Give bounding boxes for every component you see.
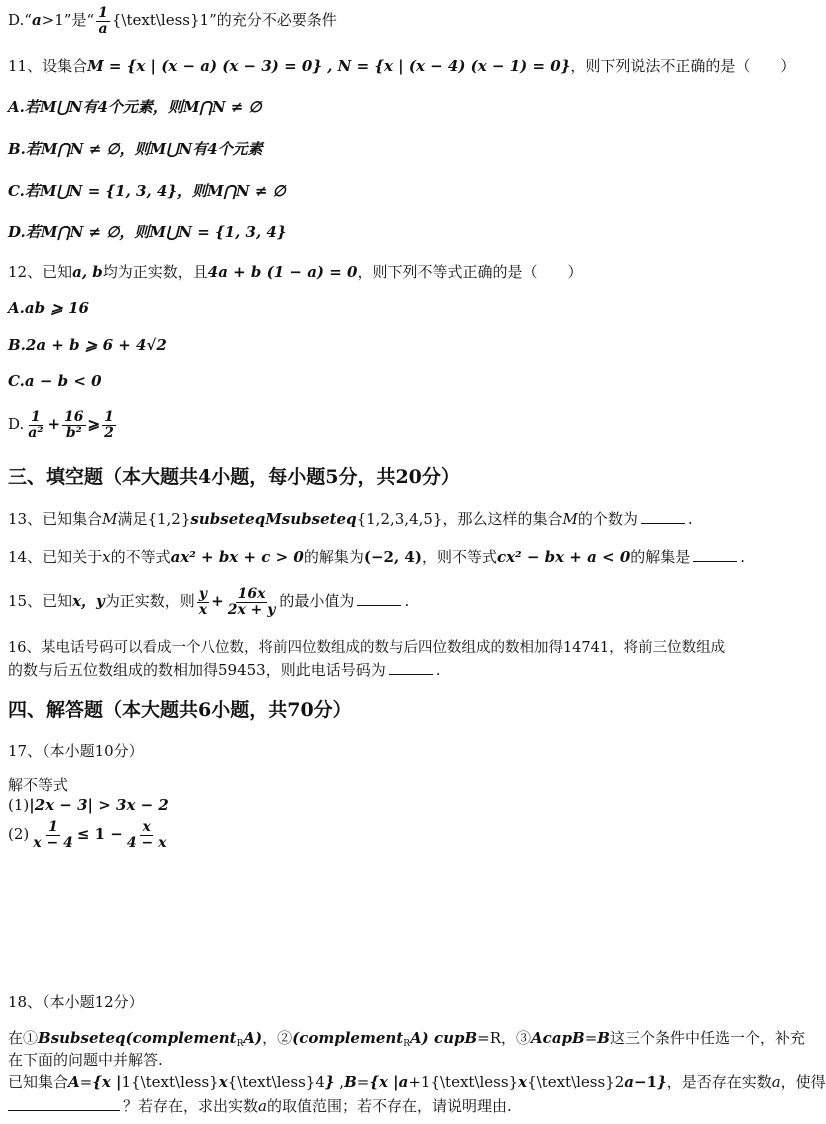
q12-equation: 4a + b (1 − a) = 0 <box>207 263 358 281</box>
q15-plus: + <box>211 592 224 610</box>
q11-sets: M = {x | (x − a) (x − 3) = 0} , N = {x | (x − 4) (x − 1) = 0} <box>87 57 571 75</box>
q18-set-a-x: x <box>218 1073 228 1091</box>
q18-set-b: B <box>344 1073 357 1091</box>
q12-d-plus: + <box>47 415 61 433</box>
q18-l1-sep: ，② <box>262 1029 293 1047</box>
q18-set-b-upper: {\text\less}2 <box>527 1073 625 1091</box>
q14-text3: ，则不等式 <box>421 548 497 566</box>
q18-l3-text2: ，是否存在实数 <box>666 1073 772 1091</box>
q11-option-a: A.若M⋃N有4个元素，则M⋂N ≠ ∅ <box>8 98 262 116</box>
q16-text: 的数与后五位数组成的数相加得59453，则此电话号码为 <box>8 661 386 679</box>
q15-prefix: 15、已知 <box>8 592 73 610</box>
q13-text: 满足{1,2} <box>117 510 191 528</box>
q15 <box>8 583 409 619</box>
q17-p1-label: (1) <box>8 796 30 814</box>
q15-text: 为正实数，则 <box>104 592 195 610</box>
q13-var-m: M <box>102 510 118 528</box>
q10-d-var: a <box>31 11 42 30</box>
q18-cond2: A) cupB <box>410 1029 478 1047</box>
q10-d-text: D.“ <box>8 11 32 30</box>
q18-var-a: a <box>771 1073 781 1091</box>
q14-answer-blank[interactable] <box>693 547 737 562</box>
q18-cond3: AcapB <box>531 1029 585 1047</box>
q17-p2-frac1: $\frac{1}{x - 4}$ <box>33 818 73 851</box>
q15-period: . <box>404 592 410 610</box>
q18-set-a-lower: 1{\text\less} <box>121 1073 219 1091</box>
q12-stem <box>8 262 582 282</box>
section4-title: 四、解答题（本大题共6小题，共70分） <box>8 699 352 721</box>
q16-answer-blank[interactable] <box>389 660 433 675</box>
q14-ineq2: cx² − bx + a < 0 <box>496 548 631 566</box>
q18-complement2: (complement <box>292 1029 404 1047</box>
q18-set-b-open: {x |a <box>369 1073 409 1091</box>
q13-text3: 的个数为 <box>577 510 638 528</box>
q12-vars: a, b <box>72 263 103 281</box>
q18-set-a: A <box>68 1073 80 1091</box>
q17-p2-mid: ≤ 1 − <box>76 825 123 843</box>
q13-text2: {1,2,3,4,5}，那么这样的集合 <box>356 510 563 528</box>
q18-comma: , <box>334 1073 345 1091</box>
q17-header: 17、（本小题10分） <box>8 742 144 760</box>
q14-text4: 的解集是 <box>630 548 691 566</box>
q15-frac2: $\frac{16x}{2x + y}$ <box>227 585 276 618</box>
q16-line1: 16、某电话号码可以看成一个八位数，将前四位数组成的数与后四位数组成的数相加得14741，将前三位数组成 <box>8 640 726 656</box>
q12-option-c: C.a − b < 0 <box>8 372 102 390</box>
q18-cond1: Bsubseteq <box>38 1029 126 1047</box>
q18-l4-text: ？若存在，求出实数 <box>123 1097 259 1115</box>
q12-d-frac2: $\frac{16}{\text{b²}}$ <box>64 408 84 441</box>
q18-header: 18、（本小题12分） <box>8 993 144 1011</box>
q12-stem-mid: 均为正实数，且 <box>102 263 208 281</box>
q15-frac1: $\frac{y}{x}$ <box>198 585 208 618</box>
q17-p1-ineq: |2x − 3| > 3x − 2 <box>29 796 169 814</box>
q11-option-d: D.若M⋂N ≠ ∅，则M⋃N = {1, 3, 4} <box>8 223 287 241</box>
q14-var-x: x <box>102 548 111 566</box>
q13-var-m2: M <box>562 510 578 528</box>
section3-title: 三、填空题（本大题共4小题，每小题5分，共20分） <box>8 466 460 488</box>
q18-set-a-upper: {\text\less}4 <box>227 1073 325 1091</box>
q13-answer-blank[interactable] <box>641 509 685 524</box>
q18-sub-r2: R <box>403 1039 410 1049</box>
q14-prefix: 14、已知关于 <box>8 548 103 566</box>
q12-d-frac3: $\frac{1}{2}$ <box>104 408 114 441</box>
q18-line4 <box>8 1096 512 1116</box>
q14 <box>8 547 745 567</box>
q17-p2-frac2: $\frac{x}{4 - x}$ <box>126 818 167 851</box>
q18-line3 <box>8 1072 826 1092</box>
q12-d-label: D. <box>8 415 25 433</box>
q18-eq2: = <box>79 1073 93 1091</box>
q17-part1 <box>8 795 169 815</box>
q12-option-a: A.ab ⩾ 16 <box>8 299 89 317</box>
q12-d-ge: ⩾ <box>87 415 101 433</box>
q18-l4-text2: 的取值范围；若不存在，请说明理由. <box>266 1097 512 1115</box>
q18-eq3: = <box>356 1073 370 1091</box>
q12-stem-prefix: 12、已知 <box>8 263 73 281</box>
q14-interval: (−2, 4) <box>363 548 422 566</box>
q18-var-a2: a <box>258 1097 267 1115</box>
q12-d-frac1: $\frac{1}{\text{a²}}$ <box>28 408 44 441</box>
q14-text2: 的解集为 <box>303 548 364 566</box>
q18-set-a-close: } <box>324 1073 335 1091</box>
q11-stem-prefix: 11、设集合 <box>8 57 88 75</box>
q18-l1-text2: =R，③ <box>477 1029 532 1047</box>
q11-option-c: C.若M⋃N = {1, 3, 4}，则M⋂N ≠ ∅ <box>8 182 286 200</box>
q15-vars: x，y <box>72 592 105 610</box>
q13-subseteq: subseteqMsubseteq <box>190 510 357 528</box>
q18-set-b-lower: +1{\text\less} <box>408 1073 519 1091</box>
q18-set-a-open: {x | <box>92 1073 122 1091</box>
q18-var-b: B <box>597 1029 610 1047</box>
q15-answer-blank[interactable] <box>357 591 401 606</box>
q11-stem <box>8 56 795 76</box>
q18-line2: 在下面的问题中并解答. <box>8 1051 163 1069</box>
q18-set-b-close: } <box>657 1073 667 1091</box>
q10-d-text2: >1”是“ <box>41 11 95 30</box>
q12-option-b: B.2a + b ⩾ 6 + 4√2 <box>8 336 167 354</box>
q14-text: 的不等式 <box>110 548 171 566</box>
q18-l3-text: 已知集合 <box>8 1073 69 1091</box>
q13-prefix: 13、已知集合 <box>8 510 103 528</box>
q10-d-text3: {\text\less}1”的充分不必要条件 <box>111 11 337 30</box>
q17-p2-label: (2) <box>8 825 30 843</box>
q16-line2 <box>8 660 441 680</box>
q18-complement: (complement <box>125 1029 237 1047</box>
q17-part2 <box>8 815 170 853</box>
q11-option-b: B.若M⋂N ≠ ∅，则M⋃N有4个元素 <box>8 140 263 158</box>
q15-text2: 的最小值为 <box>279 592 355 610</box>
q17-intro: 解不等式 <box>8 776 69 794</box>
q13 <box>8 509 693 529</box>
q18-l1-text3: 这三个条件中任选一个，补充 <box>609 1029 805 1047</box>
q16-period: . <box>435 661 441 679</box>
q18-l1-text: 在① <box>8 1029 39 1047</box>
q10-d-fraction: $\frac{1}{a}$ <box>98 5 108 37</box>
q12-option-d <box>8 406 118 442</box>
q10-option-d <box>8 6 337 36</box>
q18-sub-r: R <box>236 1039 244 1049</box>
q18-condition-blank[interactable] <box>8 1096 120 1111</box>
q18-a-paren: A) <box>243 1029 263 1047</box>
q14-period: . <box>740 548 746 566</box>
q18-eq: = <box>584 1029 598 1047</box>
q18-set-b-a: a <box>624 1073 635 1091</box>
q11-stem-suffix: ，则下列说法不正确的是（ ） <box>570 57 796 75</box>
q18-l3-text3: ，使得 <box>780 1073 826 1091</box>
q13-period: . <box>687 510 693 528</box>
q18-set-b-minus1: −1 <box>634 1073 658 1091</box>
q18-set-b-x: x <box>518 1073 528 1091</box>
q14-ineq1: ax² + bx + c > 0 <box>170 548 304 566</box>
q12-stem-suffix: ，则下列不等式正确的是（ ） <box>357 263 583 281</box>
